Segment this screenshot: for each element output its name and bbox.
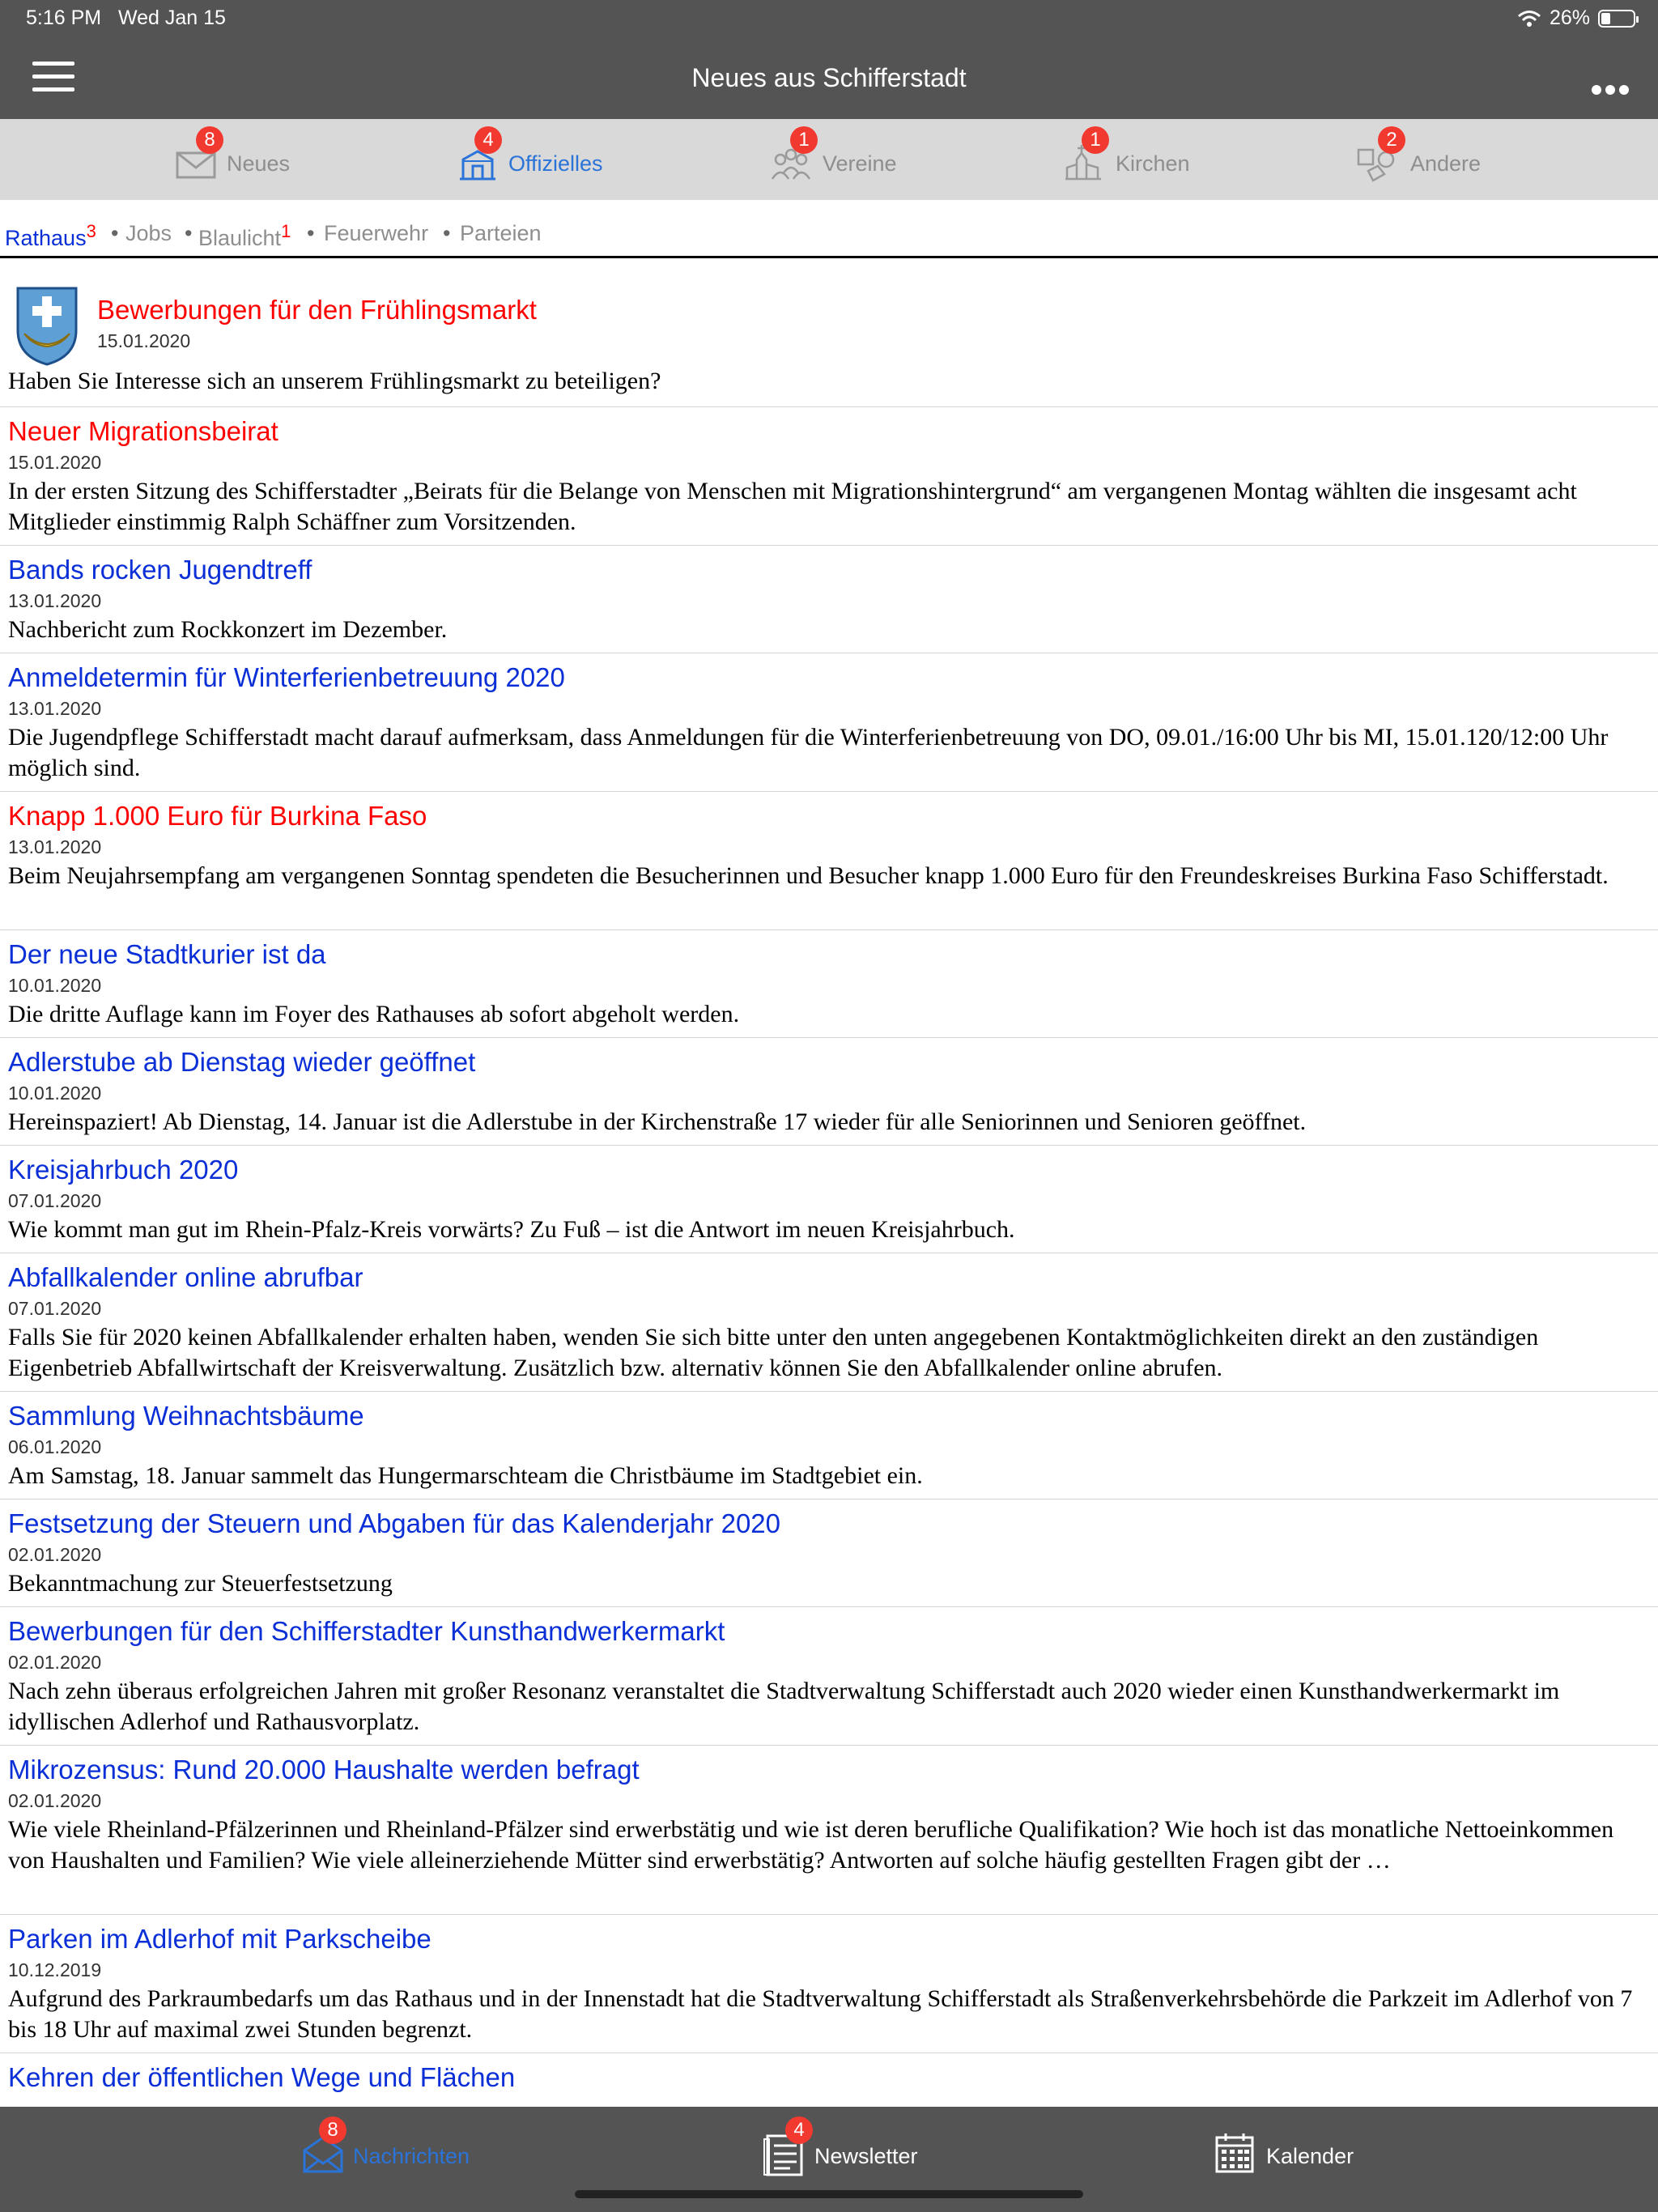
separator: • <box>185 221 193 245</box>
article-title[interactable]: Sammlung Weihnachtsbäume <box>8 1401 364 1431</box>
list-item[interactable] <box>0 1037 1658 1146</box>
divider <box>0 256 1658 258</box>
top-bar <box>0 0 1658 119</box>
article-date: 10.01.2020 <box>8 1083 102 1104</box>
article-date: 07.01.2020 <box>8 1298 102 1319</box>
subtab-label: Parteien <box>460 221 542 245</box>
subtab-count: 1 <box>281 221 291 241</box>
article-summary: Hereinspaziert! Ab Dienstag, 14. Januar ist die Adlerstube in der Kirchenstraße 17 wieder für alle Seniorinnen und Senioren geöffnet. <box>8 1108 1307 1135</box>
article-summary: Wie kommt man gut im Rhein-Pfalz-Kreis vorwärts? Zu Fuß – ist die Antwort im neuen Kreisjahrbuch. <box>8 1216 1015 1243</box>
article-date: 10.01.2020 <box>8 975 102 996</box>
list-item[interactable] <box>0 261 1658 407</box>
article-summary: Nach zehn überaus erfolgreichen Jahren mit großer Resonanz veranstaltet die Stadtverwaltung Schifferstadt auch 2020 wieder einen Kunsthandwerkermarkt im idyllischen Adlerhof und Rathausvorplatz. <box>8 1678 1560 1735</box>
list-item[interactable] <box>0 929 1658 1038</box>
article-summary: Beim Neujahrsempfang am vergangenen Sonntag spendeten die Besucherinnen und Besucher knapp 1.000 Euro für den Freundeskreises Burkina Faso Schifferstadt. <box>8 862 1609 889</box>
badge: 4 <box>785 2116 813 2144</box>
list-item[interactable] <box>0 653 1658 792</box>
list-item[interactable] <box>0 1914 1658 2053</box>
subtab-label: Jobs <box>125 221 172 245</box>
battery-percent: 26% <box>1549 6 1590 29</box>
list-item[interactable] <box>0 1253 1658 1392</box>
article-date: 10.12.2019 <box>8 1959 102 1980</box>
badge: 8 <box>319 2116 346 2144</box>
article-date: 02.01.2020 <box>8 1652 102 1673</box>
article-summary: Am Samstag, 18. Januar sammelt das Hungermarschteam die Christbäume im Stadtgebiet ein. <box>8 1462 923 1489</box>
status-time: 5:16 PM <box>26 6 102 29</box>
status-icons <box>1517 6 1635 30</box>
article-summary: Falls Sie für 2020 keinen Abfallkalender erhalten haben, wenden Sie sich bitte unter den unten angegebenen Kontaktmöglichkeiten direkt an den zuständigen Eigenbetrieb Abfallwirtschaft der Kreisverwaltung. Zusätzlich bzw. alternativ können Sie den Abfallkalender online abrufen. <box>8 1324 1539 1381</box>
article-summary: In der ersten Sitzung des Schifferstadter „Beirats für die Belange von Menschen mit Migrationshintergrund“ am vergangenen Montag wählten die insgesamt acht Mitglieder einstimmig Ralph Schäffner zum Vorsitzenden. <box>8 478 1577 535</box>
article-title[interactable]: Adlerstube ab Dienstag wieder geöffnet <box>8 1047 476 1077</box>
separator: • <box>111 221 119 245</box>
article-date: 02.01.2020 <box>8 1790 102 1811</box>
list-item[interactable] <box>0 1499 1658 1607</box>
separator: • <box>443 221 451 245</box>
article-title[interactable]: Mikrozensus: Rund 20.000 Haushalte werden befragt <box>8 1755 640 1784</box>
subtab-rathaus[interactable] <box>5 221 96 251</box>
subtab-parteien[interactable] <box>460 221 542 246</box>
town-crest-logo <box>15 285 79 366</box>
list-item[interactable] <box>0 1606 1658 1746</box>
article-summary: Aufgrund des Parkraumbedarfs um das Rathaus und in der Innenstadt hat die Stadtverwaltung Schifferstadt als Straßenverkehrsbehörde die Parkzeit im Adlerhof von 7 bis 18 Uhr auf maximal zwei Stunden begrenzt. <box>8 1985 1633 2043</box>
article-date: 13.01.2020 <box>8 836 102 857</box>
article-summary: Haben Sie Interesse sich an unserem Frühlingsmarkt zu beteiligen? <box>8 368 661 394</box>
subcategory-tabs <box>0 208 1658 257</box>
article-title[interactable]: Kehren der öffentlichen Wege und Flächen <box>8 2062 516 2092</box>
tab-label: Newsletter <box>814 2144 918 2168</box>
article-date: 07.01.2020 <box>8 1190 102 1211</box>
badge: 4 <box>474 126 502 154</box>
calendar-icon <box>1214 2131 1255 2175</box>
subtab-jobs[interactable] <box>125 221 172 246</box>
article-date: 02.01.2020 <box>8 1544 102 1565</box>
tab-label: Nachrichten <box>353 2144 470 2168</box>
tab-label: Offizielles <box>508 151 603 176</box>
article-title[interactable]: Bewerbungen für den Schifferstadter Kunsthandwerkermarkt <box>8 1616 725 1646</box>
page-title: Neues aus Schifferstadt <box>691 63 967 92</box>
list-item[interactable] <box>0 791 1658 930</box>
badge: 2 <box>1378 126 1405 154</box>
article-title[interactable]: Bewerbungen für den Frühlingsmarkt <box>97 295 537 325</box>
article-summary: Die Jugendpflege Schifferstadt macht darauf aufmerksam, dass Anmeldungen für die Winterferienbetreuung von DO, 09.01./16:00 Uhr bis MI, 15.01.120/12:00 Uhr möglich sind. <box>8 724 1609 781</box>
article-title[interactable]: Neuer Migrationsbeirat <box>8 416 278 446</box>
subtab-label: Blaulicht <box>198 226 282 250</box>
article-title[interactable]: Festsetzung der Steuern und Abgaben für das Kalenderjahr 2020 <box>8 1508 781 1538</box>
separator: • <box>307 221 315 245</box>
subtab-label: Feuerwehr <box>324 221 429 245</box>
article-summary: Bekanntmachung zur Steuerfestsetzung <box>8 1570 393 1597</box>
category-tabs <box>0 119 1658 200</box>
tab-label: Neues <box>227 151 291 176</box>
article-title[interactable]: Anmeldetermin für Winterferienbetreuung 2020 <box>8 662 565 692</box>
list-item[interactable] <box>0 406 1658 546</box>
article-date: 06.01.2020 <box>8 1436 102 1457</box>
article-date: 15.01.2020 <box>97 330 191 351</box>
battery-icon <box>1598 10 1635 28</box>
list-item[interactable] <box>0 1745 1658 1915</box>
article-title[interactable]: Parken im Adlerhof mit Parkscheibe <box>8 1924 432 1954</box>
badge: 8 <box>196 126 223 154</box>
tab-label: Kirchen <box>1116 151 1190 176</box>
tab-label: Vereine <box>823 151 897 176</box>
list-item[interactable] <box>0 2052 1658 2107</box>
list-item[interactable] <box>0 1391 1658 1499</box>
wifi-icon <box>1517 10 1541 28</box>
status-date: Wed Jan 15 <box>118 6 226 29</box>
article-title[interactable]: Kreisjahrbuch 2020 <box>8 1155 239 1185</box>
article-summary: Die dritte Auflage kann im Foyer des Rathauses ab sofort abgeholt werden. <box>8 1001 740 1027</box>
article-title[interactable]: Abfallkalender online abrufbar <box>8 1262 363 1292</box>
article-date: 13.01.2020 <box>8 698 102 719</box>
tab-label: Andere <box>1410 151 1482 176</box>
badge: 1 <box>790 126 818 154</box>
subtab-feuerwehr[interactable] <box>324 221 428 246</box>
article-title[interactable]: Bands rocken Jugendtreff <box>8 555 312 585</box>
article-title[interactable]: Knapp 1.000 Euro für Burkina Faso <box>8 801 427 831</box>
article-summary: Nachbericht zum Rockkonzert im Dezember. <box>8 616 448 643</box>
list-item[interactable] <box>0 1145 1658 1253</box>
more-options-button[interactable] <box>1588 68 1629 103</box>
home-indicator[interactable] <box>575 2190 1083 2198</box>
subtab-label: Rathaus <box>5 226 87 250</box>
article-date: 13.01.2020 <box>8 590 102 611</box>
article-date: 15.01.2020 <box>8 452 102 473</box>
list-item[interactable] <box>0 545 1658 653</box>
tab-label: Kalender <box>1266 2144 1354 2168</box>
subtab-count: 3 <box>86 221 96 241</box>
badge: 1 <box>1082 126 1109 154</box>
subtab-blaulicht[interactable] <box>198 221 291 251</box>
article-summary: Wie viele Rheinland-Pfälzerinnen und Rheinland-Pfälzer sind erwerbstätig und wie ist deren berufliche Qualifikation? Wie hoch ist das monatliche Nettoeinkommen von Haushalten und Familien? Wie viele alleinerziehende Mütter sind erwerbstätig? Antworten auf solche häufig gestellten Fragen gibt der … <box>8 1816 1614 1874</box>
article-title[interactable]: Der neue Stadtkurier ist da <box>8 939 326 969</box>
